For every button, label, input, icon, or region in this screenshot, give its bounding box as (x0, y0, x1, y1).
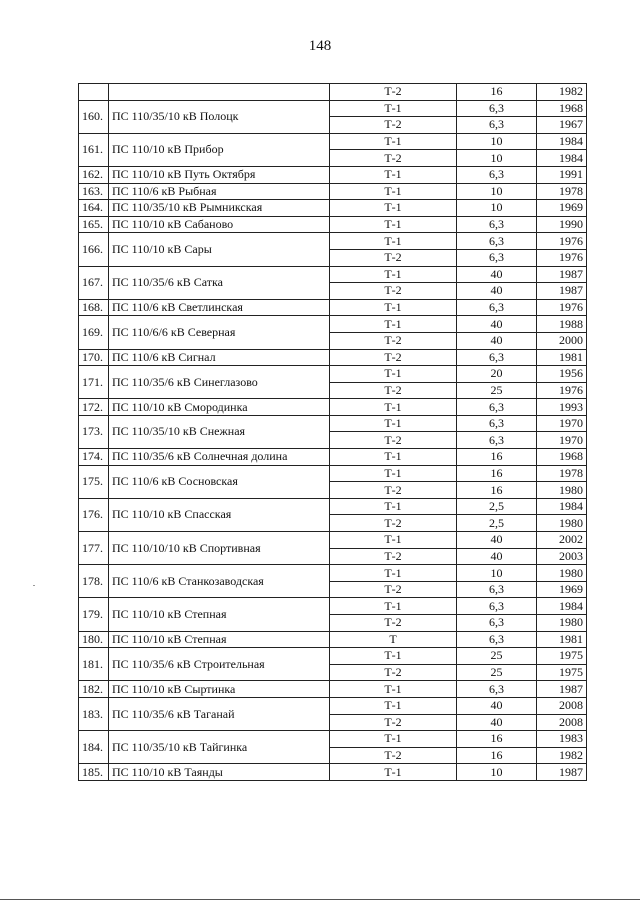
transformer-cell: Т-2 (330, 615, 457, 632)
table-row (79, 316, 587, 333)
year-cell: 1970 (537, 415, 587, 432)
power-cell: 6,3 (457, 349, 537, 366)
substation-name-cell: ПС 110/6 кВ Рыбная (109, 183, 330, 200)
power-cell: 6,3 (457, 249, 537, 266)
table-row (79, 349, 587, 366)
table-row (79, 399, 587, 416)
transformer-cell: Т-1 (330, 183, 457, 200)
transformer-cell: Т-2 (330, 714, 457, 731)
year-cell: 1975 (537, 648, 587, 665)
row-number-cell: 162. (79, 166, 109, 183)
year-cell: 1976 (537, 299, 587, 316)
substation-name-cell: ПС 110/6 кВ Сигнал (109, 349, 330, 366)
year-cell: 1969 (537, 200, 587, 217)
power-cell: 40 (457, 332, 537, 349)
year-cell: 1976 (537, 249, 587, 266)
substation-name-cell: ПС 110/6 кВ Светлинская (109, 299, 330, 316)
year-cell: 1987 (537, 266, 587, 283)
substation-name-cell: ПС 110/35/10 кВ Снежная (109, 415, 330, 448)
year-cell: 1982 (537, 84, 587, 101)
transformer-cell: Т-1 (330, 316, 457, 333)
year-cell: 1980 (537, 482, 587, 499)
row-number-cell: 166. (79, 233, 109, 266)
transformer-cell: Т-1 (330, 200, 457, 217)
power-cell: 6,3 (457, 681, 537, 698)
transformer-cell: Т-1 (330, 565, 457, 582)
row-number-cell: 183. (79, 697, 109, 730)
year-cell: 1984 (537, 498, 587, 515)
transformer-cell: Т-2 (330, 117, 457, 134)
power-cell: 25 (457, 648, 537, 665)
year-cell: 1975 (537, 664, 587, 681)
table-row (79, 532, 587, 549)
year-cell: 1991 (537, 166, 587, 183)
power-cell: 16 (457, 449, 537, 466)
year-cell: 1982 (537, 747, 587, 764)
page-bottom-edge (0, 899, 640, 900)
row-number-cell: 168. (79, 299, 109, 316)
substation-name-cell: ПС 110/10 кВ Прибор (109, 133, 330, 166)
substation-name-cell (109, 84, 330, 101)
power-cell: 10 (457, 200, 537, 217)
transformer-cell: Т-2 (330, 548, 457, 565)
table-row (79, 449, 587, 466)
power-cell: 40 (457, 532, 537, 549)
table-row (79, 565, 587, 582)
substation-name-cell: ПС 110/10/10 кВ Спортивная (109, 532, 330, 565)
substation-name-cell: ПС 110/6 кВ Сосновская (109, 465, 330, 498)
year-cell: 1981 (537, 349, 587, 366)
substation-name-cell: ПС 110/35/10 кВ Полоцк (109, 100, 330, 133)
row-number-cell: 182. (79, 681, 109, 698)
row-number-cell: 176. (79, 498, 109, 531)
substation-name-cell: ПС 110/10 кВ Сары (109, 233, 330, 266)
power-cell: 6,3 (457, 415, 537, 432)
transformer-cell: Т-1 (330, 648, 457, 665)
substation-name-cell: ПС 110/10 кВ Сыртинка (109, 681, 330, 698)
power-cell: 10 (457, 565, 537, 582)
year-cell: 1978 (537, 465, 587, 482)
row-number-cell: 167. (79, 266, 109, 299)
transformer-cell: Т-2 (330, 249, 457, 266)
year-cell: 1987 (537, 681, 587, 698)
substation-name-cell: ПС 110/10 кВ Степная (109, 598, 330, 631)
power-cell: 10 (457, 764, 537, 781)
table-row (79, 183, 587, 200)
substation-name-cell: ПС 110/10 кВ Таянды (109, 764, 330, 781)
table-row (79, 465, 587, 482)
power-cell: 40 (457, 697, 537, 714)
substation-name-cell: ПС 110/10 кВ Путь Октября (109, 166, 330, 183)
power-cell: 16 (457, 465, 537, 482)
transformer-cell: Т-1 (330, 299, 457, 316)
table-row (79, 731, 587, 748)
year-cell: 1980 (537, 615, 587, 632)
power-cell: 6,3 (457, 100, 537, 117)
table-row (79, 84, 587, 101)
substation-name-cell: ПС 110/35/6 кВ Сатка (109, 266, 330, 299)
transformer-cell: Т-2 (330, 382, 457, 399)
transformer-cell: Т-1 (330, 133, 457, 150)
year-cell: 1970 (537, 432, 587, 449)
row-number-cell: 174. (79, 449, 109, 466)
row-number-cell: 163. (79, 183, 109, 200)
power-cell: 6,3 (457, 399, 537, 416)
table-row (79, 100, 587, 117)
power-cell: 40 (457, 266, 537, 283)
power-cell: 10 (457, 133, 537, 150)
power-cell: 16 (457, 731, 537, 748)
transformer-cell: Т-2 (330, 515, 457, 532)
year-cell: 1967 (537, 117, 587, 134)
row-number-cell: 185. (79, 764, 109, 781)
transformer-cell: Т-2 (330, 349, 457, 366)
row-number-cell: 181. (79, 648, 109, 681)
table-row (79, 299, 587, 316)
transformer-cell: Т-1 (330, 532, 457, 549)
power-cell: 20 (457, 366, 537, 383)
substation-name-cell: ПС 110/35/6 кВ Солнечная долина (109, 449, 330, 466)
table-row (79, 764, 587, 781)
year-cell: 2002 (537, 532, 587, 549)
power-cell: 6,3 (457, 216, 537, 233)
year-cell: 1976 (537, 382, 587, 399)
substation-name-cell: ПС 110/35/10 кВ Рымникская (109, 200, 330, 217)
year-cell: 1976 (537, 233, 587, 250)
row-number-cell: 173. (79, 415, 109, 448)
transformer-cell: Т-1 (330, 100, 457, 117)
year-cell: 1987 (537, 764, 587, 781)
table-row (79, 681, 587, 698)
power-cell: 10 (457, 150, 537, 167)
table-row (79, 648, 587, 665)
substation-name-cell: ПС 110/6 кВ Станкозаводская (109, 565, 330, 598)
power-cell: 10 (457, 183, 537, 200)
power-cell: 6,3 (457, 166, 537, 183)
substation-name-cell: ПС 110/10 кВ Смородинка (109, 399, 330, 416)
row-number-cell: 164. (79, 200, 109, 217)
power-cell: 6,3 (457, 631, 537, 648)
year-cell: 1984 (537, 150, 587, 167)
year-cell: 1980 (537, 565, 587, 582)
page-number: 148 (308, 38, 332, 54)
table-row (79, 133, 587, 150)
table-row (79, 266, 587, 283)
substation-name-cell: ПС 110/35/10 кВ Тайгинка (109, 731, 330, 764)
table-row (79, 200, 587, 217)
transformer-cell: Т-1 (330, 233, 457, 250)
year-cell: 1988 (537, 316, 587, 333)
table-row (79, 166, 587, 183)
power-cell: 6,3 (457, 299, 537, 316)
row-number-cell: 175. (79, 465, 109, 498)
substation-name-cell: ПС 110/35/6 кВ Синеглазово (109, 366, 330, 399)
power-cell: 16 (457, 482, 537, 499)
power-cell: 16 (457, 84, 537, 101)
transformer-cell: Т-1 (330, 216, 457, 233)
power-cell: 40 (457, 316, 537, 333)
year-cell: 1968 (537, 100, 587, 117)
transformer-cell: Т-2 (330, 84, 457, 101)
row-number-cell: 170. (79, 349, 109, 366)
year-cell: 1956 (537, 366, 587, 383)
year-cell: 1990 (537, 216, 587, 233)
transformer-cell: Т-1 (330, 266, 457, 283)
table-body (79, 84, 587, 781)
table-row (79, 598, 587, 615)
transformer-cell: Т-1 (330, 681, 457, 698)
table-row (79, 697, 587, 714)
table-row (79, 415, 587, 432)
transformer-cell: Т-1 (330, 764, 457, 781)
year-cell: 1978 (537, 183, 587, 200)
row-number-cell: 160. (79, 100, 109, 133)
transformer-cell: Т (330, 631, 457, 648)
row-number-cell: 169. (79, 316, 109, 349)
year-cell: 2003 (537, 548, 587, 565)
year-cell: 2000 (537, 332, 587, 349)
transformer-cell: Т-2 (330, 432, 457, 449)
year-cell: 1983 (537, 731, 587, 748)
power-cell: 6,3 (457, 117, 537, 134)
power-cell: 6,3 (457, 581, 537, 598)
year-cell: 2008 (537, 714, 587, 731)
transformer-cell: Т-2 (330, 482, 457, 499)
transformer-cell: Т-1 (330, 731, 457, 748)
transformer-cell: Т-1 (330, 465, 457, 482)
transformer-cell: Т-2 (330, 664, 457, 681)
transformer-cell: Т-2 (330, 332, 457, 349)
table-row (79, 498, 587, 515)
power-cell: 2,5 (457, 515, 537, 532)
row-number-cell: 172. (79, 399, 109, 416)
scan-mark (33, 585, 35, 586)
transformer-cell: Т-1 (330, 415, 457, 432)
transformer-cell: Т-1 (330, 598, 457, 615)
year-cell: 1969 (537, 581, 587, 598)
transformer-cell: Т-2 (330, 747, 457, 764)
row-number-cell: 171. (79, 366, 109, 399)
year-cell: 1984 (537, 598, 587, 615)
row-number-cell: 165. (79, 216, 109, 233)
table-row (79, 216, 587, 233)
power-cell: 2,5 (457, 498, 537, 515)
power-cell: 25 (457, 664, 537, 681)
row-number-cell (79, 84, 109, 101)
year-cell: 1968 (537, 449, 587, 466)
row-number-cell: 179. (79, 598, 109, 631)
year-cell: 1980 (537, 515, 587, 532)
power-cell: 16 (457, 747, 537, 764)
substation-name-cell: ПС 110/10 кВ Спасская (109, 498, 330, 531)
year-cell: 1981 (537, 631, 587, 648)
power-cell: 6,3 (457, 615, 537, 632)
row-number-cell: 161. (79, 133, 109, 166)
substations-table (78, 83, 587, 781)
row-number-cell: 177. (79, 532, 109, 565)
transformer-cell: Т-2 (330, 150, 457, 167)
transformer-cell: Т-1 (330, 449, 457, 466)
table-row (79, 366, 587, 383)
transformer-cell: Т-2 (330, 283, 457, 300)
table-row (79, 233, 587, 250)
substation-name-cell: ПС 110/10 кВ Степная (109, 631, 330, 648)
power-cell: 40 (457, 548, 537, 565)
year-cell: 1987 (537, 283, 587, 300)
row-number-cell: 178. (79, 565, 109, 598)
power-cell: 25 (457, 382, 537, 399)
transformer-cell: Т-1 (330, 366, 457, 383)
power-cell: 6,3 (457, 432, 537, 449)
year-cell: 1984 (537, 133, 587, 150)
year-cell: 2008 (537, 697, 587, 714)
substation-name-cell: ПС 110/10 кВ Сабаново (109, 216, 330, 233)
row-number-cell: 180. (79, 631, 109, 648)
transformer-cell: Т-1 (330, 166, 457, 183)
row-number-cell: 184. (79, 731, 109, 764)
power-cell: 40 (457, 714, 537, 731)
power-cell: 6,3 (457, 598, 537, 615)
substation-name-cell: ПС 110/35/6 кВ Таганай (109, 697, 330, 730)
power-cell: 6,3 (457, 233, 537, 250)
transformer-cell: Т-1 (330, 697, 457, 714)
substation-name-cell: ПС 110/35/6 кВ Строительная (109, 648, 330, 681)
transformer-cell: Т-1 (330, 498, 457, 515)
transformer-cell: Т-1 (330, 399, 457, 416)
year-cell: 1993 (537, 399, 587, 416)
transformer-cell: Т-2 (330, 581, 457, 598)
power-cell: 40 (457, 283, 537, 300)
substation-name-cell: ПС 110/6/6 кВ Северная (109, 316, 330, 349)
table-row (79, 631, 587, 648)
